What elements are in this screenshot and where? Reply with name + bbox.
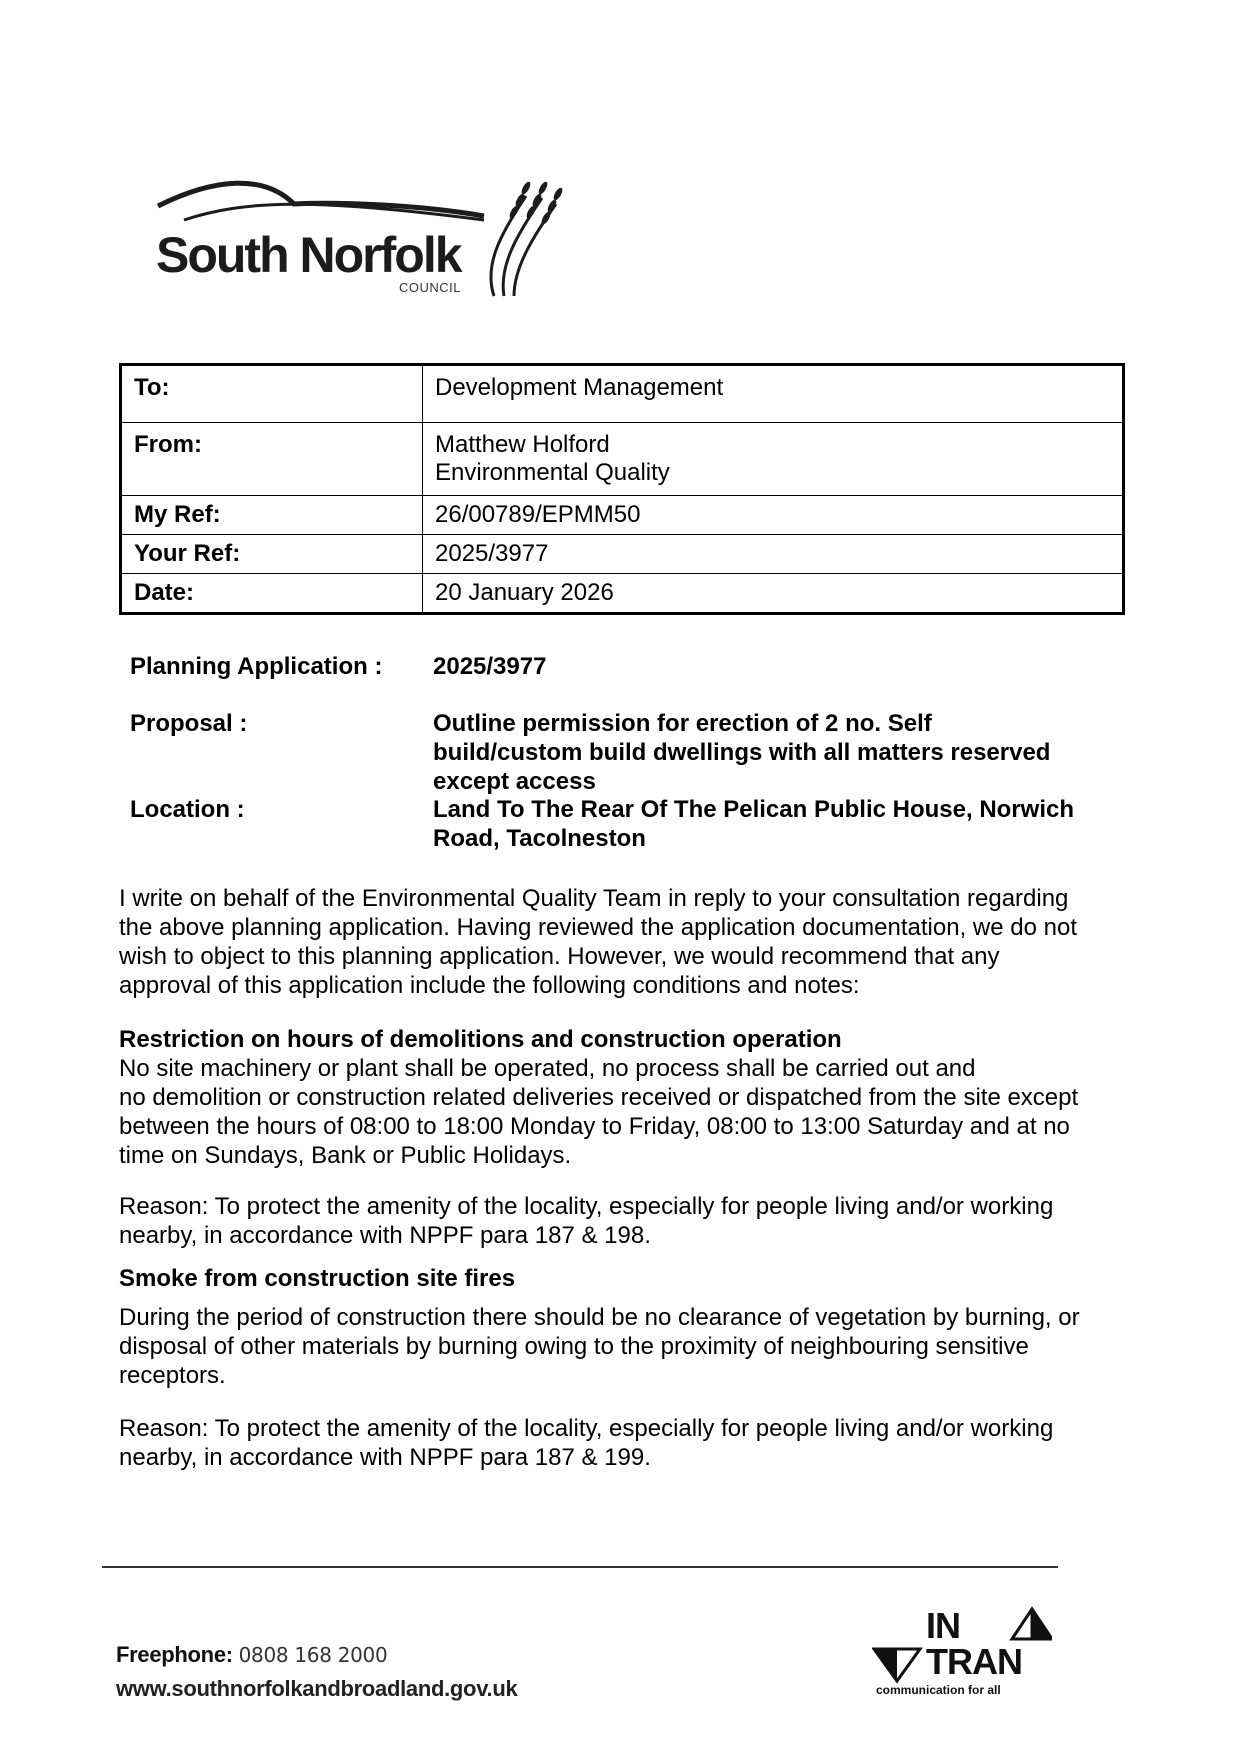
memo-row-my-ref [121,496,1124,535]
memo-label: To: [121,365,423,423]
text-line: During the period of construction there should be no clearance of vegetation by burning, or [119,1304,1080,1331]
text-line: the above planning application. Having reviewed the application documentation, we do not [119,914,1077,941]
from-name: Matthew Holford [435,431,610,458]
location-line: Land To The Rear Of The Pelican Public House, Norwich [433,796,1074,823]
memo-row-your-ref [121,535,1124,574]
location-label: Location : [130,796,245,823]
freephone-line [116,1642,387,1668]
heading-smoke-fires: Smoke from construction site fires [119,1265,516,1292]
text-line: nearby, in accordance with NPPF para 187 & 199. [119,1444,651,1471]
freephone-number: 0808 168 2000 [238,1643,388,1667]
text-line: No site machinery or plant shall be operated, no process shall be carried out and [119,1055,976,1082]
reason-paragraph-1 [119,1192,1129,1250]
proposal-label: Proposal : [130,710,248,737]
website-link[interactable]: www.southnorfolkandbroadland.gov.uk [116,1676,518,1701]
text-line: nearby, in accordance with NPPF para 187 & 198. [119,1222,651,1249]
text-line: between the hours of 08:00 to 18:00 Monday to Friday, 08:00 to 13:00 Saturday and at no [119,1113,1070,1140]
memo-value: 20 January 2026 [423,574,1124,614]
text-line: approval of this application include the following conditions and notes: [119,972,860,999]
intran-logo [872,1605,1052,1697]
memo-value [423,423,1124,496]
from-department: Environmental Quality [435,459,670,486]
memo-value: 26/00789/EPMM50 [423,496,1124,535]
condition-hours-paragraph [119,1054,1129,1170]
memo-row-from [121,423,1124,496]
intro-paragraph [119,884,1129,1000]
text-line: no demolition or construction related deliveries received or dispatched from the site except [119,1084,1079,1111]
memo-row-date [121,574,1124,614]
intran-tran-text: TRAN [926,1641,1022,1682]
memo-label: From: [121,423,423,496]
council-logo [154,176,564,306]
text-line: time on Sundays, Bank or Public Holidays. [119,1142,572,1169]
proposal-value [433,709,1133,796]
memo-value: Development Management [423,365,1124,423]
proposal-line: except access [433,768,596,795]
intran-tagline: communication for all [876,1683,1001,1697]
memo-label: Date: [121,574,423,614]
text-line: disposal of other materials by burning owing to the proximity of neighbouring sensitive [119,1333,1029,1360]
text-line: Reason: To protect the amenity of the locality, especially for people living and/or working [119,1193,1054,1220]
text-line: receptors. [119,1362,226,1389]
proposal-line: build/custom build dwellings with all matters reserved [433,739,1051,766]
proposal-line: Outline permission for erection of 2 no. Self [433,710,932,737]
planning-application-value: 2025/3977 [433,653,547,680]
planning-application-label: Planning Application : [130,653,383,680]
memo-label: My Ref: [121,496,423,535]
footer-divider [102,1566,1058,1568]
heading-hours-restriction: Restriction on hours of demolitions and construction operation [119,1026,842,1053]
logo-subtitle: COUNCIL [399,280,462,295]
memo-value: 2025/3977 [423,535,1124,574]
condition-smoke-paragraph [119,1303,1129,1390]
location-line: Road, Tacolneston [433,825,646,852]
text-line: I write on behalf of the Environmental Quality Team in reply to your consultation regarding [119,885,1069,912]
text-line: Reason: To protect the amenity of the locality, especially for people living and/or working [119,1415,1054,1442]
memo-row-to [121,365,1124,423]
memo-label: Your Ref: [121,535,423,574]
freephone-label: Freephone: [116,1642,233,1667]
intran-in-text: IN [926,1605,960,1646]
location-value [433,795,1133,853]
logo-wordmark: South Norfolk [156,227,461,283]
memo-header-table [119,363,1125,615]
text-line: wish to object to this planning application. However, we would recommend that any [119,943,1000,970]
reason-paragraph-2 [119,1414,1129,1472]
